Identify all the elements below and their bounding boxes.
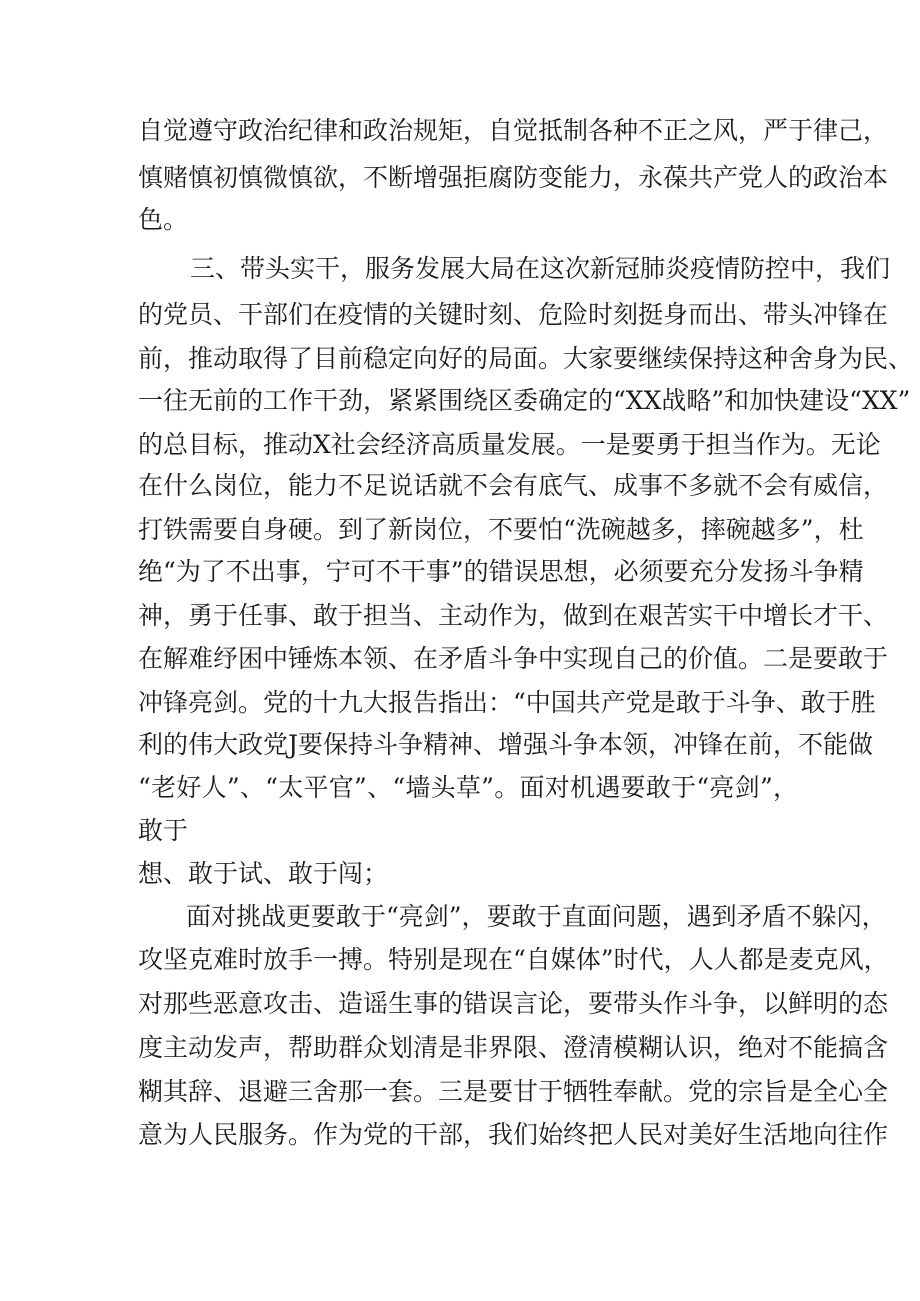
text-line: 一往无前的工作干劲，紧紧围绕区委确定的“XX战略”和加快建设“XX” [138, 386, 911, 415]
text-line: 慎赌慎初慎微慎欲，不断增强拒腐防变能力，永葆共产党人的政治本 [138, 163, 889, 192]
text-line: 对那些恶意攻击、造谣生事的错误言论，要带头作斗争，以鲜明的态 [138, 989, 889, 1018]
text-line: 的总目标，推动X社会经济高质量发展。一是要勇于担当作为。无论 [138, 430, 881, 459]
text-line: 绝“为了不出事，宁可不干事”的错误思想，必须要充分发扬斗争精 [138, 557, 864, 586]
text-line: 糊其辞、退避三舍那一套。三是要甘于牺牲奉献。党的宗旨是全心全 [138, 1077, 889, 1106]
text-line: 打铁需要自身硬。到了新岗位，不要怕“洗碗越多，摔碗越多”，杜 [138, 515, 864, 544]
text-line: 敢于 [138, 816, 189, 845]
text-line: 攻坚克难时放手一搏。特别是现在“自媒体”时代，人人都是麦克风， [138, 945, 889, 974]
text-line: 的党员、干部们在疫情的关键时刻、危险时刻挺身而出、带头冲锋在 [138, 300, 889, 329]
text-line: “老好人”、“太平官”、“墙头草”。面对机遇要敢于“亮剑”， [138, 773, 798, 802]
text-line: 在什么岗位，能力不足说话就不会有底气、成事不多就不会有威信， [138, 471, 889, 500]
text-line: 前，推动取得了目前稳定向好的局面。大家要继续保持这种舍身为民、 [138, 344, 914, 373]
text-line: 在解难纾困中锤炼本领、在矛盾斗争中实现自己的价值。二是要敢于 [138, 644, 889, 673]
text-line: 意为人民服务。作为党的干部，我们始终把人民对美好生活地向往作 [138, 1120, 889, 1149]
text-line: 自觉遵守政治纪律和政治规矩，自觉抵制各种不正之风，严于律己， [138, 116, 889, 145]
text-line: 神，勇于任事、敢于担当、主动作为，做到在艰苦实干中增长才干、 [138, 601, 889, 630]
text-line: 想、敢于试、敢于闯； [138, 859, 389, 888]
text-line: 度主动发声，帮助群众划清是非界限、澄清模糊认识，绝对不能搞含 [138, 1033, 889, 1062]
text-line: 三、带头实干，服务发展大局在这次新冠肺炎疫情防控中，我们 [190, 254, 891, 283]
text-line: 色。 [138, 205, 189, 234]
text-line: 利的伟大政党J要保持斗争精神、增强斗争本领，冲锋在前，不能做 [138, 730, 874, 759]
text-line: 面对挑战更要敢于“亮剑”，要敢于直面问题，遇到矛盾不躲闪， [186, 902, 887, 931]
text-line: 冲锋亮剑。党的十九大报告指出：“中国共产党是敢于斗争、敢于胜 [138, 688, 876, 717]
